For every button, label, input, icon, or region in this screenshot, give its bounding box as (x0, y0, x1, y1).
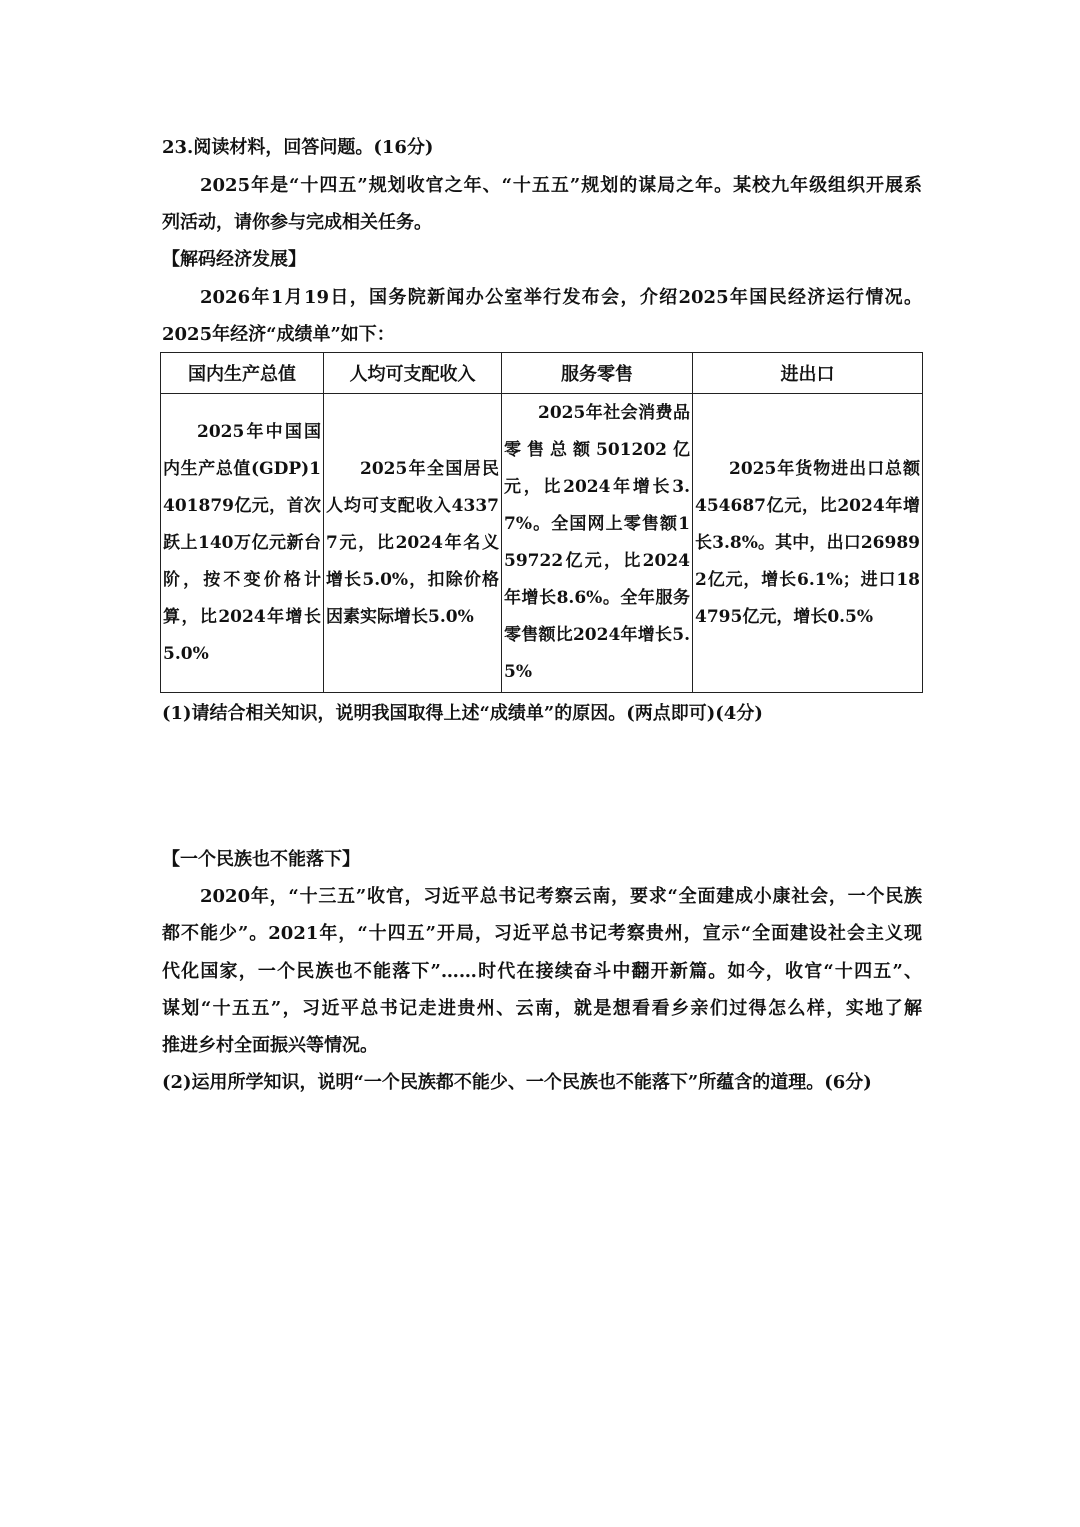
header-import-export: 进出口 (693, 353, 923, 394)
section-heading-economy: 【解码经济发展】 (162, 249, 306, 270)
question-2: (2)运用所学知识，说明“一个民族都不能少、一个民族也不能落下”所蕴含的道理。(6分) (162, 1072, 872, 1093)
header-income: 人均可支配收入 (324, 353, 502, 394)
section2-text-line-1: 2020年，“十三五”收官，习近平总书记考察云南，要求“全面建成小康社会，一个民族 (200, 886, 922, 907)
cell-import-export-text: 2025年货物进出口总额454687亿元，比2024年增长3.8%。其中，出口269892亿元，增长6.1%；进口184795亿元，增长0.5% (695, 458, 920, 627)
economy-report-table (160, 352, 923, 693)
section1-text-line-2: 2025年经济“成绩单”如下： (162, 324, 395, 345)
header-gdp: 国内生产总值 (161, 353, 324, 394)
section2-text-line-5: 推进乡村全面振兴等情况。 (162, 1035, 378, 1056)
cell-import-export (693, 394, 923, 693)
intro-text-line-1: 2025年是“十四五”规划收官之年、“十五五”规划的谋局之年。某校九年级组织开展系 (200, 175, 922, 196)
section1-text-line-1: 2026年1月19日，国务院新闻办公室举行发布会，介绍2025年国民经济运行情况。 (200, 287, 922, 308)
cell-income-text: 2025年全国居民人均可支配收入43377元，比2024年名义增长5.0%，扣除价格因素实际增长5.0% (326, 458, 499, 627)
header-service-retail: 服务零售 (502, 353, 693, 394)
section2-text-line-3: 代化国家，一个民族也不能落下”……时代在接续奋斗中翻开新篇。如今，收官“十四五”、 (162, 961, 922, 982)
intro-text-line-2: 列活动，请你参与完成相关任务。 (162, 212, 432, 233)
question-title: 23.阅读材料，回答问题。(16分) (162, 137, 434, 158)
table-row (161, 394, 923, 693)
cell-income (324, 394, 502, 693)
cell-gdp (161, 394, 324, 693)
cell-service-retail (502, 394, 693, 693)
question-1: (1)请结合相关知识，说明我国取得上述“成绩单”的原因。(两点即可)(4分) (162, 703, 763, 724)
cell-service-retail-text: 2025年社会消费品零售总额501202亿元，比2024年增长3.7%。全国网上零售额159722亿元，比2024年增长8.6%。全年服务零售额比2024年增长5.5% (504, 403, 690, 682)
section2-text-line-2: 都不能少”。2021年，“十四五”开局，习近平总书记考察贵州，宣示“全面建设社会主义现 (162, 923, 922, 944)
section-heading-ethnic-groups: 【一个民族也不能落下】 (162, 849, 360, 870)
section2-text-line-4: 谋划“十五五”，习近平总书记走进贵州、云南，就是想看看乡亲们过得怎么样，实地了解 (162, 998, 922, 1019)
table-header-row (161, 353, 923, 394)
cell-gdp-text: 2025年中国国内生产总值(GDP)1401879亿元，首次跃上140万亿元新台阶，按不变价格计算，比2024年增长5.0% (163, 421, 321, 664)
